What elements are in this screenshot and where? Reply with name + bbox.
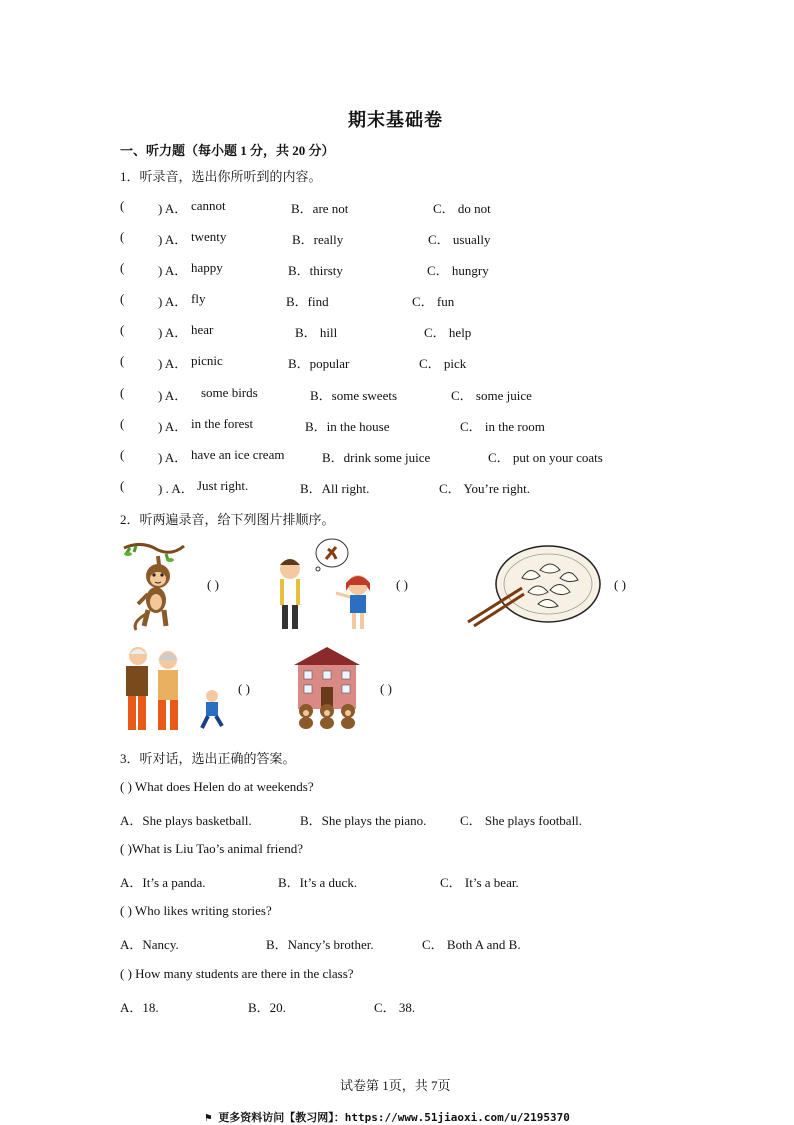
answer-paren-open[interactable]: ( [120, 260, 125, 275]
answer-paren-open[interactable]: ( [120, 353, 125, 368]
option-b: B．are not [291, 201, 349, 216]
blank-children[interactable]: ( ) [396, 577, 408, 592]
option-c: C． 38. [374, 1000, 416, 1015]
option-a-label: ) A． [158, 201, 188, 216]
option-c: C． put on your coats [488, 450, 603, 465]
option-a: in the forest [191, 416, 254, 431]
question-text: ( ) What does Helen do at weekends? [120, 779, 314, 794]
option-a: Just right. [197, 478, 249, 493]
option-b: B．really [292, 232, 344, 247]
blank-monkey[interactable]: ( ) [207, 577, 219, 592]
option-a: happy [191, 260, 223, 275]
option-b: B．It’s a duck. [278, 875, 358, 890]
answer-paren-open[interactable]: ( [120, 198, 125, 213]
option-a: picnic [191, 353, 223, 368]
option-a: some birds [201, 385, 258, 400]
option-b: B．thirsty [288, 263, 343, 278]
blank-dumplings[interactable]: ( ) [614, 577, 626, 592]
option-c: C． She plays football. [460, 813, 583, 828]
option-a-label: ) A． [158, 294, 188, 309]
option-a-label: ) A． [158, 388, 188, 403]
option-c: C． It’s a bear. [440, 875, 519, 890]
option-a: A．She plays basketball. [120, 813, 252, 828]
option-c: C． in the room [460, 419, 545, 434]
dumplings-picture [466, 540, 602, 630]
option-b: B．drink some juice [322, 450, 431, 465]
option-b: B．popular [288, 356, 350, 371]
option-c: C． fun [412, 294, 455, 309]
option-a: twenty [191, 229, 227, 244]
blank-bears-house[interactable]: ( ) [380, 681, 392, 696]
option-b: B．20. [248, 1000, 286, 1015]
answer-paren-open[interactable]: ( [120, 416, 125, 431]
option-b: B．find [286, 294, 329, 309]
question-text: ( )What is Liu Tao’s animal friend? [120, 841, 303, 856]
answer-paren-open[interactable]: ( [120, 229, 125, 244]
answer-paren-open[interactable]: ( [120, 447, 125, 462]
question-text: ( ) How many students are there in the class? [120, 966, 354, 981]
option-a: A．18. [120, 1000, 159, 1015]
option-c: C． help [424, 325, 472, 340]
question-2-prompt: 2．听两遍录音，给下列图片排顺序。 [120, 512, 335, 527]
page-number: 试卷第 1页，共 7页 [340, 1078, 451, 1093]
option-a-label: ) A． [158, 325, 188, 340]
option-a-label: ) A． [158, 356, 188, 371]
option-c: C． hungry [427, 263, 489, 278]
section-heading: 一、听力题（每小题 1 分，共 20 分） [120, 143, 335, 158]
question-3-prompt: 3．听对话，选出正确的答案。 [120, 751, 296, 766]
option-b: B．All right. [300, 481, 370, 496]
question-text: ( ) Who likes writing stories? [120, 903, 272, 918]
option-c: C． pick [419, 356, 467, 371]
option-a-label: ) A． [158, 419, 188, 434]
footer-advert-text: 更多资料访问【教习网】：https://www.51jiaoxi.com/u/2195370 [218, 1111, 570, 1124]
answer-paren-open[interactable]: ( [120, 291, 125, 306]
footer-advert[interactable] [205, 1109, 570, 1125]
answer-paren-open[interactable]: ( [120, 322, 125, 337]
option-c: C． You’re right. [439, 481, 531, 496]
option-a: cannot [191, 198, 226, 213]
option-b: B．She plays the piano. [300, 813, 427, 828]
option-a: A．Nancy. [120, 937, 179, 952]
option-a-label: ) A． [158, 232, 188, 247]
option-a: hear [191, 322, 214, 337]
blank-grandparents[interactable]: ( ) [238, 681, 250, 696]
option-c: C． do not [433, 201, 491, 216]
option-a: fly [191, 291, 206, 306]
option-c: C． Both A and B. [422, 937, 521, 952]
question-1-prompt: 1．听录音，选出你所听到的内容。 [120, 169, 322, 184]
option-b: B．Nancy’s brother. [266, 937, 374, 952]
grandparents-boy-picture [120, 640, 230, 736]
option-a-label: ) A． [158, 450, 188, 465]
answer-paren-open[interactable]: ( [120, 385, 125, 400]
option-a-label: ) . A． [158, 481, 194, 496]
option-b: B．in the house [305, 419, 390, 434]
monkey-picture [122, 540, 186, 632]
answer-paren-open[interactable]: ( [120, 478, 125, 493]
option-b: B．some sweets [310, 388, 398, 403]
option-c: C． some juice [451, 388, 532, 403]
flag-icon: ⚑ [205, 1111, 212, 1124]
option-c: C． usually [428, 232, 491, 247]
option-b: B． hill [295, 325, 338, 340]
option-a-label: ) A． [158, 263, 188, 278]
page-title: 期末基础卷 [348, 110, 443, 130]
bears-house-picture [290, 645, 364, 729]
boy-girl-violin-picture [270, 535, 382, 635]
option-a: A．It’s a panda. [120, 875, 206, 890]
option-a: have an ice cream [191, 447, 285, 462]
